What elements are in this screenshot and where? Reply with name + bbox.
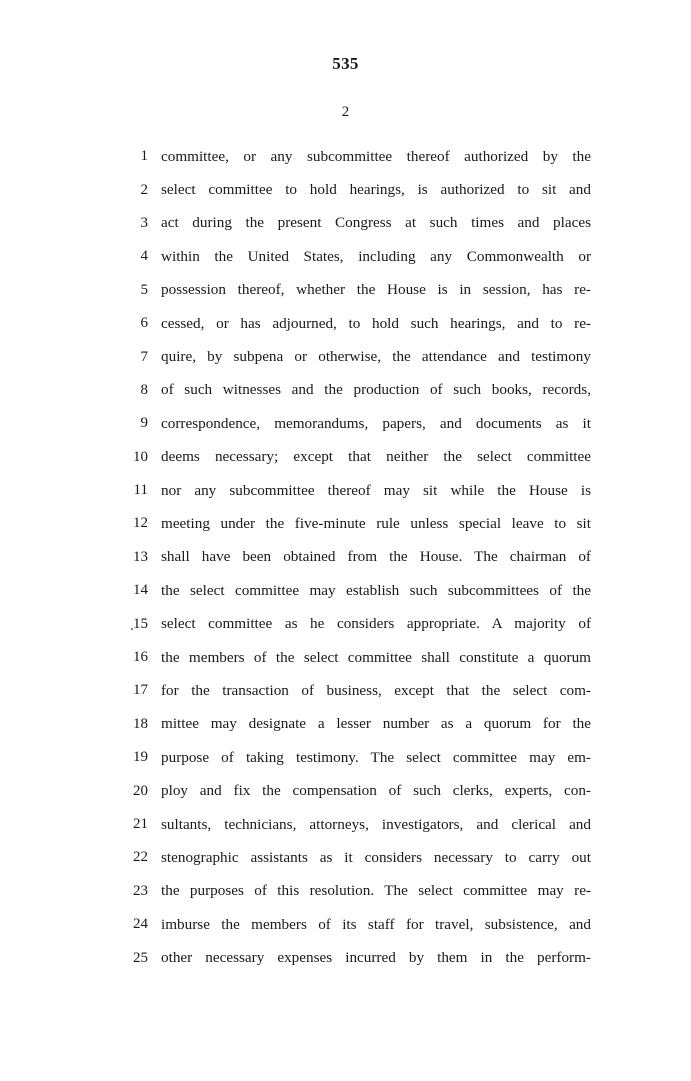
text-line	[0, 641, 691, 674]
line-number: 15	[133, 615, 148, 632]
line-text: for the transaction of business, except that the select com-	[161, 681, 591, 699]
line-number: 20	[133, 782, 148, 799]
line-text: nor any subcommittee thereof may sit while the House is	[161, 481, 591, 499]
text-line	[0, 541, 691, 574]
line-number: 23	[133, 882, 148, 899]
line-number: 25	[133, 949, 148, 966]
line-number: 9	[140, 415, 148, 432]
line-number: 22	[133, 849, 148, 866]
line-number: 14	[133, 582, 148, 599]
text-line	[0, 307, 691, 340]
line-text: stenographic assistants as it considers necessary to carry out	[161, 848, 591, 866]
line-number: 11	[133, 482, 148, 499]
line-text: sultants, technicians, attorneys, investigators, and clerical and	[161, 815, 591, 833]
line-number: 8	[140, 381, 148, 398]
line-number: 2	[140, 181, 148, 198]
text-line	[0, 207, 691, 240]
line-number: 21	[133, 816, 148, 832]
line-text: the members of the select committee shall constitute a quorum	[161, 648, 591, 666]
line-number: 18	[133, 715, 148, 732]
text-line	[0, 808, 691, 841]
text-line	[0, 741, 691, 774]
line-number: 5	[140, 281, 148, 298]
line-number: 13	[133, 548, 148, 565]
text-line	[0, 240, 691, 273]
line-text: purpose of taking testimony. The select committee may em-	[161, 748, 591, 766]
line-text: act during the present Congress at such times and places	[161, 214, 591, 232]
line-text: within the United States, including any Commonwealth or	[161, 247, 591, 265]
text-line	[0, 140, 691, 173]
line-text: imburse the members of its staff for travel, subsistence, and	[161, 915, 591, 933]
line-number: 4	[140, 248, 148, 265]
line-text: other necessary expenses incurred by them in the perform-	[161, 949, 591, 967]
line-number: 16	[133, 649, 148, 666]
text-line	[0, 574, 691, 607]
text-line	[0, 474, 691, 507]
line-text: mittee may designate a lesser number as a quorum for the	[161, 715, 591, 733]
text-line	[0, 841, 691, 874]
text-line	[0, 908, 691, 941]
text-line	[0, 607, 691, 640]
line-text: meeting under the five-minute rule unless special leave to sit	[161, 514, 591, 532]
text-line	[0, 507, 691, 540]
text-line	[0, 374, 691, 407]
line-number: 17	[133, 682, 148, 699]
line-text: ploy and fix the compensation of such clerks, experts, con-	[161, 782, 591, 800]
bill-page-number: 2	[341, 104, 350, 120]
line-text: select committee as he considers appropriate. A majority of	[161, 615, 591, 633]
numbered-text-lines	[0, 140, 691, 975]
line-text: of such witnesses and the production of such books, records,	[161, 381, 591, 399]
line-text: committee, or any subcommittee thereof authorized by the	[161, 147, 591, 165]
text-line	[0, 674, 691, 707]
text-line	[0, 173, 691, 206]
line-text: correspondence, memorandums, papers, and documents as it	[161, 414, 591, 432]
line-text: the purposes of this resolution. The select committee may re-	[161, 882, 591, 900]
line-text: possession thereof, whether the House is in session, has re-	[161, 281, 591, 299]
text-line	[0, 708, 691, 741]
text-line	[0, 340, 691, 373]
line-text: select committee to hold hearings, is authorized to sit and	[161, 181, 591, 199]
line-number: 12	[133, 515, 148, 532]
line-number: 6	[140, 315, 148, 332]
line-number: 3	[140, 214, 148, 231]
text-line	[0, 274, 691, 307]
text-line	[0, 941, 691, 974]
line-text: cessed, or has adjourned, to hold such hearings, and to re-	[161, 314, 591, 332]
line-text: quire, by subpena or otherwise, the attendance and testimony	[161, 348, 591, 366]
line-number: 24	[133, 916, 148, 933]
page-number: 535	[332, 54, 359, 73]
text-line	[0, 441, 691, 474]
line-number: 7	[140, 348, 148, 365]
text-line	[0, 407, 691, 440]
line-number: 19	[133, 749, 148, 766]
line-number: 1	[140, 148, 148, 165]
line-text: the select committee may establish such subcommittees of the	[161, 581, 591, 599]
line-number: 10	[133, 448, 148, 465]
line-text: deems necessary; except that neither the select committee	[161, 448, 591, 466]
text-line	[0, 774, 691, 807]
line-text: shall have been obtained from the House. The chairman of	[161, 548, 591, 566]
text-line	[0, 875, 691, 908]
